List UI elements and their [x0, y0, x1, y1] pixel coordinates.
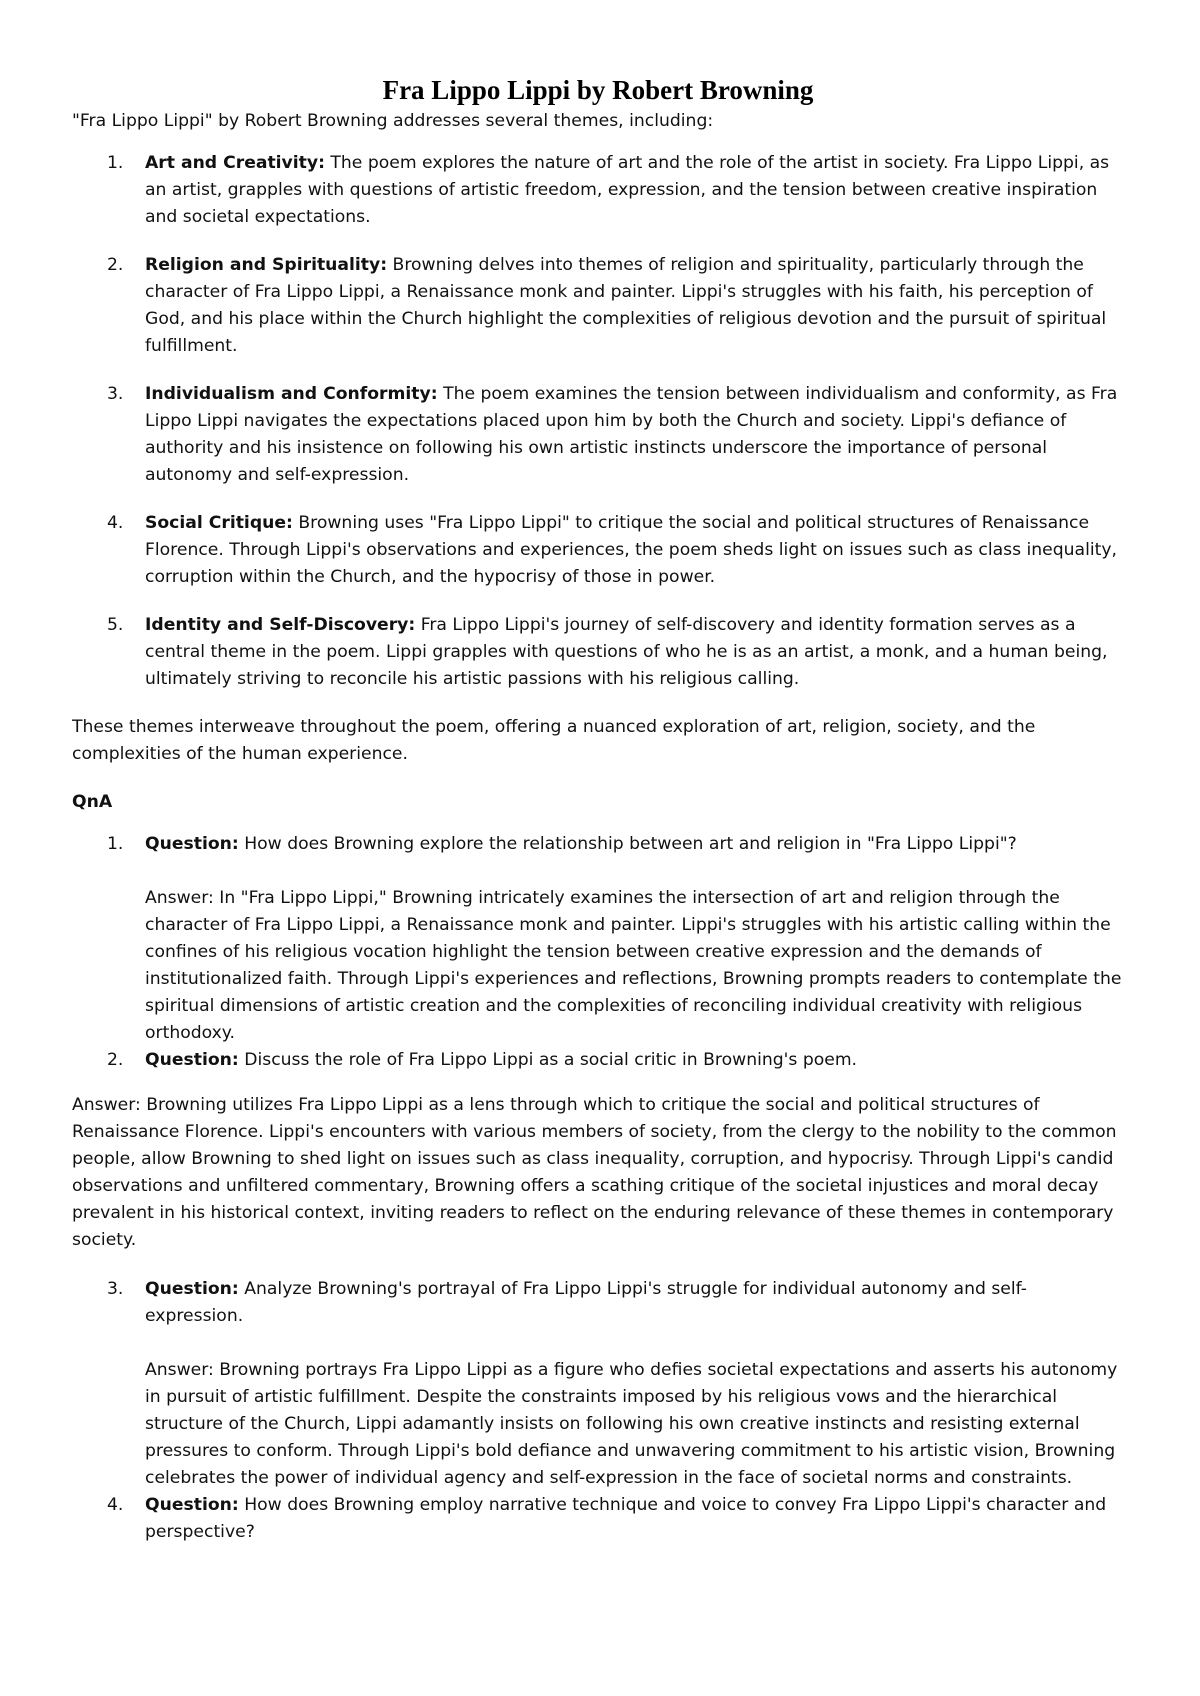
- themes-list: [72, 150, 1124, 693]
- closing-paragraph: These themes interweave throughout the poem, offering a nuanced exploration of art, religion, society, and the complexities of the human experience.: [72, 717, 1036, 764]
- question-text: Analyze Browning's portrayal of Fra Lippo Lippi's struggle for individual autonomy and self-expression.: [145, 1279, 1027, 1326]
- theme-text: The poem explores the nature of art and the role of the artist in society. Fra Lippo Lippi, as an artist, grapples with questions of artistic freedom, expression, and the tension between creative inspiration and societal expectations.: [145, 153, 1110, 227]
- answer-paragraph: Answer: Browning utilizes Fra Lippo Lippi as a lens through which to critique the social and political structures of Renaissance Florence. Lippi's encounters with various members of society, from the clergy to the nobility to the common people, allow Browning to shed light on issues such as class inequality, corruption, and hypocrisy. Through Lippi's candid observations and unfiltered commentary, Browning offers a scathing critique of the societal injustices and moral decay prevalent in his historical context, inviting readers to reflect on the enduring relevance of these themes in contemporary society.: [72, 1095, 1117, 1250]
- question-text: Discuss the role of Fra Lippo Lippi as a social critic in Browning's poem.: [238, 1050, 858, 1070]
- theme-text: Browning delves into themes of religion and spirituality, particularly through the character of Fra Lippo Lippi, a Renaissance monk and painter. Lippi's struggles with his faith, his perception of God, and his place within the Church highlight the complexities of religious devotion and the pursuit of spiritual fulfillment.: [145, 255, 1107, 356]
- theme-label: Social Critique:: [145, 513, 293, 533]
- list-number: 3.: [107, 1279, 124, 1299]
- list-number: 2.: [107, 1050, 124, 1070]
- theme-text: The poem examines the tension between individualism and conformity, as Fra Lippo Lippi navigates the expectations placed upon him by both the Church and society. Lippi's defiance of authority and his insistence on following his own artistic instincts underscore the importance of personal autonomy and self-expression.: [145, 384, 1118, 485]
- theme-text: Browning uses "Fra Lippo Lippi" to critique the social and political structures of Renaissance Florence. Through Lippi's observations and experiences, the poem sheds light on issues such as class inequality, corruption within the Church, and the hypocrisy of those in power.: [145, 513, 1117, 587]
- question-label: Question:: [145, 1495, 239, 1515]
- list-number: 5.: [107, 615, 124, 635]
- qa-item: [72, 1492, 1124, 1546]
- list-number: 1.: [107, 834, 124, 854]
- qa-list-1: [72, 831, 1124, 1074]
- answer-text: Answer: Browning portrays Fra Lippo Lippi as a figure who defies societal expectations and asserts his autonomy in pursuit of artistic fulfillment. Despite the constraints imposed by his religious vows and the hierarchical structure of the Church, Lippi adamantly insists on following his own creative instincts and resisting external pressures to conform. Through Lippi's bold defiance and unwavering commitment to his artistic vision, Browning celebrates the power of individual agency and self-expression in the face of societal norms and constraints.: [145, 1360, 1118, 1488]
- theme-text: Fra Lippo Lippi's journey of self-discovery and identity formation serves as a central theme in the poem. Lippi grapples with questions of who he is as an artist, a monk, and a human being, ultimately striving to reconcile his artistic passions with his religious calling.: [145, 615, 1108, 689]
- qa-item: [72, 1047, 1124, 1074]
- theme-label: Identity and Self-Discovery:: [145, 615, 416, 635]
- theme-item: [72, 381, 1124, 489]
- qa-item: [72, 831, 1124, 1047]
- intro-paragraph: "Fra Lippo Lippi" by Robert Browning addresses several themes, including:: [72, 111, 714, 131]
- list-number: 3.: [107, 384, 124, 404]
- theme-item: [72, 252, 1124, 360]
- list-number: 1.: [107, 153, 124, 173]
- theme-item: [72, 510, 1124, 591]
- question-label: Question:: [145, 834, 239, 854]
- list-number: 2.: [107, 255, 124, 275]
- theme-label: Individualism and Conformity:: [145, 384, 438, 404]
- question-label: Question:: [145, 1279, 239, 1299]
- theme-item: [72, 612, 1124, 693]
- question-text: How does Browning explore the relationship between art and religion in "Fra Lippo Lippi"?: [238, 834, 1017, 854]
- qa-item: [72, 1276, 1124, 1492]
- list-number: 4.: [107, 1495, 124, 1515]
- question-text: How does Browning employ narrative technique and voice to convey Fra Lippo Lippi's character and perspective?: [145, 1495, 1107, 1542]
- theme-label: Religion and Spirituality:: [145, 255, 388, 275]
- answer-text: Answer: In "Fra Lippo Lippi," Browning intricately examines the intersection of art and religion through the character of Fra Lippo Lippi, a Renaissance monk and painter. Lippi's struggles with his artistic calling within the confines of his religious vocation highlight the tension between creative expression and the demands of institutionalized faith. Through Lippi's experiences and reflections, Browning prompts readers to contemplate the spiritual dimensions of artistic creation and the complexities of reconciling individual creativity with religious orthodoxy.: [145, 888, 1122, 1043]
- qna-heading: QnA: [72, 792, 113, 812]
- list-number: 4.: [107, 513, 124, 533]
- theme-label: Art and Creativity:: [145, 153, 325, 173]
- page-title: Fra Lippo Lippi by Robert Browning: [382, 75, 814, 105]
- theme-item: [72, 150, 1124, 231]
- qa-list-2: [72, 1276, 1124, 1546]
- question-label: Question:: [145, 1050, 239, 1070]
